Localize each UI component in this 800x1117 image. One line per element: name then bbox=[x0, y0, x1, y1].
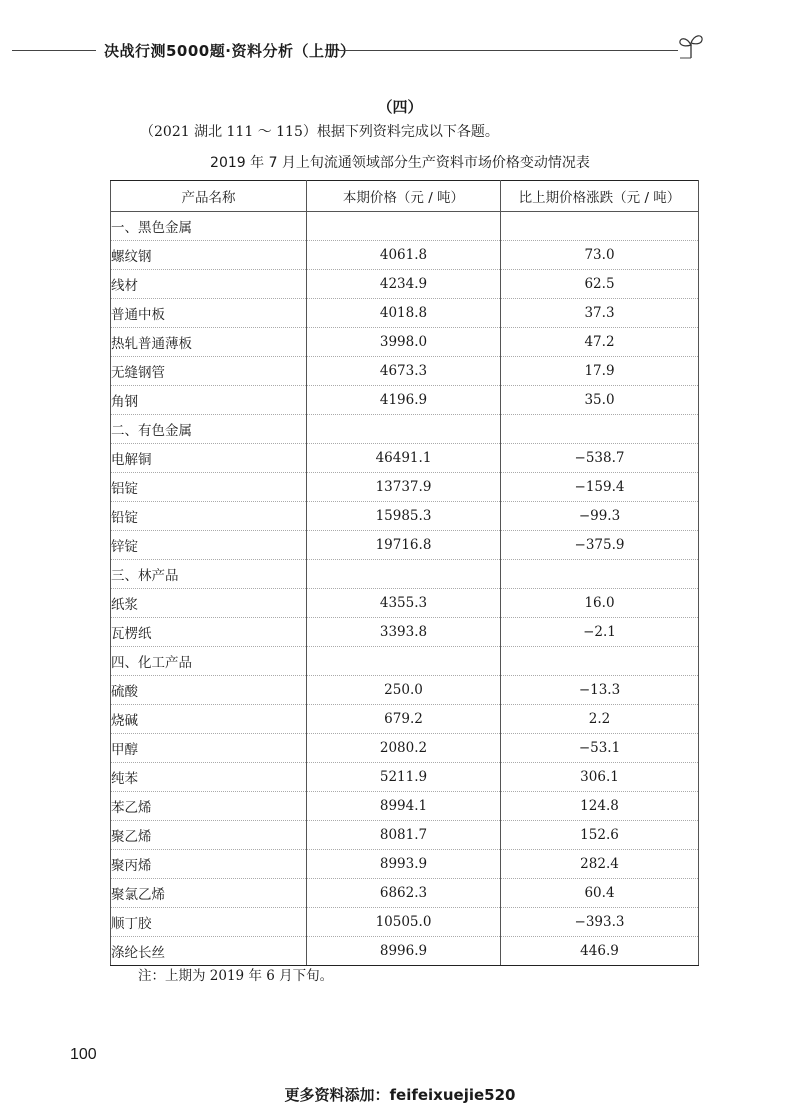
product-name: 瓦楞纸 bbox=[111, 618, 307, 647]
price-change: −375.9 bbox=[501, 531, 699, 560]
price-change bbox=[501, 212, 699, 241]
product-name: 热轧普通薄板 bbox=[111, 328, 307, 357]
price-change: −159.4 bbox=[501, 473, 699, 502]
table-note: 注：上期为 2019 年 6 月下旬。 bbox=[138, 968, 334, 984]
table-row bbox=[111, 241, 699, 270]
price-change: 124.8 bbox=[501, 792, 699, 821]
footer-watermark: 更多资料添加：feifeixuejie520 bbox=[284, 1086, 516, 1104]
current-price: 10505.0 bbox=[307, 908, 501, 937]
product-name: 铝锭 bbox=[111, 473, 307, 502]
table-row bbox=[111, 879, 699, 908]
current-price: 8993.9 bbox=[307, 850, 501, 879]
product-name: 硫酸 bbox=[111, 676, 307, 705]
product-name: 纯苯 bbox=[111, 763, 307, 792]
price-change: 73.0 bbox=[501, 241, 699, 270]
current-price bbox=[307, 212, 501, 241]
current-price: 6862.3 bbox=[307, 879, 501, 908]
current-price: 8081.7 bbox=[307, 821, 501, 850]
table-row bbox=[111, 299, 699, 328]
page-number: 100 bbox=[70, 1046, 97, 1063]
table-row bbox=[111, 386, 699, 415]
current-price: 8996.9 bbox=[307, 937, 501, 966]
table-row bbox=[111, 270, 699, 299]
price-table bbox=[110, 180, 699, 966]
category-row bbox=[111, 415, 699, 444]
price-change: 17.9 bbox=[501, 357, 699, 386]
product-name: 锌锭 bbox=[111, 531, 307, 560]
product-name: 烧碱 bbox=[111, 705, 307, 734]
product-name: 无缝钢管 bbox=[111, 357, 307, 386]
price-change bbox=[501, 560, 699, 589]
price-change: −99.3 bbox=[501, 502, 699, 531]
price-change: 282.4 bbox=[501, 850, 699, 879]
table-row bbox=[111, 937, 699, 966]
product-name: 螺纹钢 bbox=[111, 241, 307, 270]
sprout-icon bbox=[676, 30, 706, 60]
price-change: −2.1 bbox=[501, 618, 699, 647]
category-name: 一、黑色金属 bbox=[111, 212, 307, 241]
question-intro: （2021 湖北 111 ～ 115）根据下列资料完成以下各题。 bbox=[140, 124, 499, 140]
category-name: 四、化工产品 bbox=[111, 647, 307, 676]
price-change: −538.7 bbox=[501, 444, 699, 473]
price-change bbox=[501, 647, 699, 676]
table-row bbox=[111, 763, 699, 792]
product-name: 电解铜 bbox=[111, 444, 307, 473]
table-row bbox=[111, 444, 699, 473]
product-name: 甲醇 bbox=[111, 734, 307, 763]
current-price: 2080.2 bbox=[307, 734, 501, 763]
header-price-change: 比上期价格涨跌（元 / 吨） bbox=[501, 181, 699, 212]
table-title: 2019 年 7 月上旬流通领域部分生产资料市场价格变动情况表 bbox=[210, 155, 590, 171]
price-change: 2.2 bbox=[501, 705, 699, 734]
price-change: 16.0 bbox=[501, 589, 699, 618]
price-change: 306.1 bbox=[501, 763, 699, 792]
table-row bbox=[111, 734, 699, 763]
current-price: 4018.8 bbox=[307, 299, 501, 328]
product-name: 聚氯乙烯 bbox=[111, 879, 307, 908]
table-row bbox=[111, 618, 699, 647]
category-row bbox=[111, 212, 699, 241]
current-price: 5211.9 bbox=[307, 763, 501, 792]
table-body bbox=[111, 212, 699, 966]
table-row bbox=[111, 908, 699, 937]
current-price bbox=[307, 415, 501, 444]
price-change: −393.3 bbox=[501, 908, 699, 937]
current-price: 3998.0 bbox=[307, 328, 501, 357]
price-change: 446.9 bbox=[501, 937, 699, 966]
header-rule-right bbox=[338, 50, 678, 51]
current-price: 679.2 bbox=[307, 705, 501, 734]
price-change: 152.6 bbox=[501, 821, 699, 850]
section-title: （四） bbox=[377, 98, 423, 116]
price-change: 47.2 bbox=[501, 328, 699, 357]
price-change: 35.0 bbox=[501, 386, 699, 415]
price-change: 60.4 bbox=[501, 879, 699, 908]
price-change: 37.3 bbox=[501, 299, 699, 328]
category-name: 二、有色金属 bbox=[111, 415, 307, 444]
table-row bbox=[111, 328, 699, 357]
product-name: 线材 bbox=[111, 270, 307, 299]
table-header-row bbox=[111, 181, 699, 212]
current-price: 15985.3 bbox=[307, 502, 501, 531]
table-row bbox=[111, 473, 699, 502]
table-row bbox=[111, 531, 699, 560]
current-price: 4355.3 bbox=[307, 589, 501, 618]
page-header bbox=[0, 38, 800, 62]
current-price: 250.0 bbox=[307, 676, 501, 705]
price-change: 62.5 bbox=[501, 270, 699, 299]
table-row bbox=[111, 676, 699, 705]
table-row bbox=[111, 502, 699, 531]
category-name: 三、林产品 bbox=[111, 560, 307, 589]
product-name: 聚丙烯 bbox=[111, 850, 307, 879]
table-row bbox=[111, 357, 699, 386]
table-row bbox=[111, 821, 699, 850]
product-name: 普通中板 bbox=[111, 299, 307, 328]
current-price: 19716.8 bbox=[307, 531, 501, 560]
product-name: 铅锭 bbox=[111, 502, 307, 531]
current-price: 3393.8 bbox=[307, 618, 501, 647]
header-current-price: 本期价格（元 / 吨） bbox=[307, 181, 501, 212]
current-price: 46491.1 bbox=[307, 444, 501, 473]
price-change: −13.3 bbox=[501, 676, 699, 705]
current-price: 13737.9 bbox=[307, 473, 501, 502]
header-rule-left bbox=[12, 50, 96, 51]
current-price: 4673.3 bbox=[307, 357, 501, 386]
current-price: 4196.9 bbox=[307, 386, 501, 415]
current-price: 4061.8 bbox=[307, 241, 501, 270]
table-row bbox=[111, 705, 699, 734]
book-title: 决战行测5000题·资料分析（上册） bbox=[104, 42, 356, 60]
current-price: 8994.1 bbox=[307, 792, 501, 821]
product-name: 纸浆 bbox=[111, 589, 307, 618]
product-name: 角钢 bbox=[111, 386, 307, 415]
product-name: 苯乙烯 bbox=[111, 792, 307, 821]
product-name: 聚乙烯 bbox=[111, 821, 307, 850]
table-row bbox=[111, 792, 699, 821]
price-change: −53.1 bbox=[501, 734, 699, 763]
product-name: 顺丁胶 bbox=[111, 908, 307, 937]
current-price: 4234.9 bbox=[307, 270, 501, 299]
current-price bbox=[307, 560, 501, 589]
price-change bbox=[501, 415, 699, 444]
product-name: 涤纶长丝 bbox=[111, 937, 307, 966]
header-product-name: 产品名称 bbox=[111, 181, 307, 212]
table-row bbox=[111, 589, 699, 618]
category-row bbox=[111, 647, 699, 676]
table-row bbox=[111, 850, 699, 879]
category-row bbox=[111, 560, 699, 589]
current-price bbox=[307, 647, 501, 676]
